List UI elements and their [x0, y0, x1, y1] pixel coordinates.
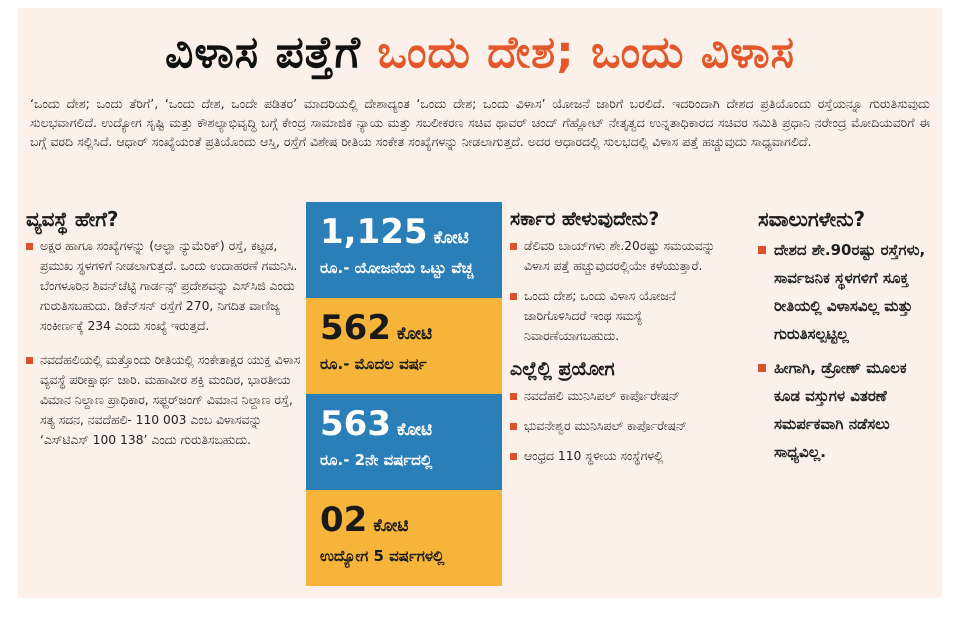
- stat-card-first-year: [306, 298, 502, 394]
- stat-card-jobs: [306, 490, 502, 586]
- challenges-title: ಸವಾಲುಗಳೇನು?: [758, 207, 866, 231]
- how-item: ಅಕ್ಷರ ಹಾಗೂ ಸಂಖ್ಯೆಗಳನ್ನು (ಆಲ್ಫಾ ನ್ಯುಮೆರಿಕ್) ರಸ್ತೆ, ಕಟ್ಟಡ, ಪ್ರಮುಖ ಸ್ಥಳಗಳಿಗೆ ನೀಡಲಾಗುತ್ತದೆ. ಒಂದು ಉದಾಹರಣೆ ಗಮನಿಸಿ. ಬೆಂಗಳೂರಿನ ಶಿವನ್‌ಚೆಟ್ಟಿ ಗಾರ್ಡನ್ಸ್ ಪ್ರದೇಶವನ್ನು ಎಸ್‌ಸಿಜಿ ಎಂದು ಗುರುತಿಸಬಹುದು. ಡಿಕೆನ್‌ಸನ್ ರಸ್ತೆಗೆ 270, ನಿಗದಿತ ವಾಣಿಜ್ಯ ಸಂಕೀರ್ಣಕ್ಕೆ 234 ಎಂದು ಸಂಖ್ಯೆ ಇರುತ್ತದೆ.: [26, 236, 304, 336]
- stat-description: ರೂ.- ಯೋಜನೆಯ ಒಟ್ಟು ವೆಚ್ಚ: [320, 259, 474, 277]
- stat-card-second-year: [306, 394, 502, 490]
- how-title: ವ್ಯವಸ್ಥೆ ಹೇಗೆ?: [26, 207, 119, 231]
- challenge-item: ದೇಶದ ಶೇ.90ರಷ್ಟು ರಸ್ತೆಗಳು, ಸಾರ್ವಜನಿಕ ಸ್ಥಳಗಳಿಗೆ ಸೂಕ್ತ ರೀತಿಯಲ್ಲಿ ವಿಳಾಸವಿಲ್ಲ ಮತ್ತು ಗುರುತಿಸಲ್ಪಟ್ಟಿಲ್ಲ: [758, 236, 936, 348]
- intro-paragraph: ‘ಒಂದು ದೇಶ; ಒಂದು ತೆರಿಗೆ’, ‘ಒಂದು ದೇಶ, ಒಂದೇ ಪಡಿತರ’ ಮಾದರಿಯಲ್ಲಿ ದೇಶಾದ್ಯಂತ ‘ಒಂದು ದೇಶ; ಒಂದು ವಿಳಾಸ’ ಯೋಜನೆ ಜಾರಿಗೆ ಬರಲಿದೆ. ಇದರಿಂದಾಗಿ ದೇಶದ ಪ್ರತಿಯೊಂದು ರಸ್ತೆಯನ್ನೂ ಗುರುತಿಸುವುದು ಸುಲಭವಾಗಲಿದೆ. ಉದ್ಯೋಗ ಸೃಷ್ಟಿ ಮತ್ತು ಕೌಶಲ್ಯಾಭಿವೃದ್ಧಿ ಬಗ್ಗೆ ಕೇಂದ್ರ ಸಾಮಾಜಿಕ ನ್ಯಾಯ ಮತ್ತು ಸಬಲೀಕರಣ ಸಚಿವ ಥಾವರ್ ಚಂದ್ ಗೆಹ್ಲೋಟ್ ನೇತೃತ್ವದ ಉನ್ನತಾಧಿಕಾರದ ಸಚಿವರ ಸಮಿತಿ ಪ್ರಧಾನಿ ನರೇಂದ್ರ ಮೋದಿಯವರಿಗೆ ಈ ಬಗ್ಗೆ ವರದಿ ಸಲ್ಲಿಸಿದೆ. ಆಧಾರ್ ಸಂಖ್ಯೆಯಂತೆ ಪ್ರತಿಯೊಂದು ಆಸ್ತಿ, ರಸ್ತೆಗೆ ವಿಶೇಷ ರೀತಿಯ ಸಂಕೇತ ಸಂಖ್ಯೆಗಳನ್ನು ನೀಡಲಾಗುತ್ತದೆ. ಅದರ ಆಧಾರದಲ್ಲಿ ಸುಲಭದಲ್ಲಿ ವಿಳಾಸ ಪತ್ತೆ ಹಚ್ಚುವುದು ಸಾಧ್ಯವಾಗಲಿದೆ.: [30, 96, 930, 149]
- challenges-list: [758, 236, 936, 466]
- stat-unit: ಕೋಟಿ: [433, 228, 469, 248]
- stat-description: ಉದ್ಯೋಗ 5 ವರ್ಷಗಳಲ್ಲಿ: [320, 547, 445, 565]
- stat-number: 562: [320, 308, 391, 348]
- govt-item: ಒಂದು ದೇಶ; ಒಂದು ವಿಳಾಸ ಯೋಜನೆ ಜಾರಿಗೊಳಿಸಿದರೆ ಇಂಥ ಸಮಸ್ಯೆ ನಿವಾರಣೆಯಾಗಬಹುದು.: [510, 286, 738, 346]
- stat-number: 02: [320, 500, 368, 540]
- where-item: ನವದೆಹಲಿ ಮುನಿಸಿಪಲ್ ಕಾರ್ಪೊರೇಷನ್: [510, 386, 738, 406]
- challenges-section: [758, 206, 936, 472]
- where-item: ಆಂಧ್ರದ 110 ಸ್ಥಳೀಯ ಸಂಸ್ಥೆಗಳಲ್ಲಿ: [510, 446, 738, 466]
- headline-part2: ಒಂದು ದೇಶ; ಒಂದು ವಿಳಾಸ: [377, 27, 796, 78]
- how-list: [26, 236, 304, 450]
- govt-item: ಡೆಲಿವರಿ ಬಾಯ್‌ಗಳು ಶೇ.20ರಷ್ಟು ಸಮಯವನ್ನು ವಿಳಾಸ ಪತ್ತೆ ಹಚ್ಚುವುದರಲ್ಲಿಯೇ ಕಳೆಯುತ್ತಾರೆ.: [510, 236, 738, 276]
- where-list: [510, 386, 738, 466]
- stat-description: ರೂ.- ಮೊದಲ ವರ್ಷ: [320, 355, 427, 373]
- govt-title: ಸರ್ಕಾರ ಹೇಳುವುದೇನು?: [510, 208, 660, 230]
- stat-unit: ಕೋಟಿ: [396, 324, 433, 344]
- where-title: ಎಲ್ಲೆಲ್ಲಿ ಪ್ರಯೋಗ: [510, 358, 615, 380]
- stat-card-total-cost: [306, 202, 502, 298]
- govt-section: [510, 206, 738, 476]
- how-item: ನವದೆಹಲಿಯಲ್ಲಿ ಮತ್ತೊಂದು ರೀತಿಯಲ್ಲಿ ಸಂಕೇತಾಕ್ಷರ ಯುಕ್ತ ವಿಳಾಸ ವ್ಯವಸ್ಥೆ ಪರೀಕ್ಷಾರ್ಥ ಜಾರಿ. ಮಹಾವೀರ ಶಕ್ತಿ ಮಂದಿರ, ಭಾರತೀಯ ವಿಮಾನ ನಿಲ್ದಾಣ ಪ್ರಾಧಿಕಾರ, ಸಫ್ದರ್‌ಜಂಗ್ ವಿಮಾನ ನಿಲ್ದಾಣ ರಸ್ತೆ, ಸತ್ಯ ಸದನ, ನವದೆಹಲಿ- 110 003 ಎಂಬ ವಿಳಾಸವನ್ನು ‘ಎಸ್‌ಟಿಎಸ್ 100 138’ ಎಂದು ಗುರುತಿಸಬಹುದು.: [26, 350, 304, 450]
- stat-unit: ಕೋಟಿ: [396, 420, 433, 440]
- stat-number: 1,125: [320, 212, 428, 252]
- govt-list: [510, 236, 738, 346]
- stats-column: [306, 202, 502, 586]
- headline: [18, 14, 942, 92]
- stat-description: ರೂ.- 2ನೇ ವರ್ಷದಲ್ಲಿ: [320, 451, 433, 469]
- challenge-item: ಹೀಗಾಗಿ, ಡ್ರೋಣ್ ಮೂಲಕ ಕೂಡ ವಸ್ತುಗಳ ವಿತರಣೆ ಸಮರ್ಪಕವಾಗಿ ನಡೆಸಲು ಸಾಧ್ಯವಿಲ್ಲ.: [758, 354, 936, 466]
- stat-number: 563: [320, 404, 391, 444]
- how-section: [26, 206, 304, 464]
- stat-unit: ಕೋಟಿ: [373, 516, 409, 536]
- headline-part1: ವಿಳಾಸ ಪತ್ತೆಗೆ: [164, 27, 362, 78]
- article-panel: [18, 8, 942, 598]
- where-item: ಭುವನೇಶ್ವರ ಮುನಿಸಿಪಲ್ ಕಾರ್ಪೊರೇಷನ್: [510, 416, 738, 436]
